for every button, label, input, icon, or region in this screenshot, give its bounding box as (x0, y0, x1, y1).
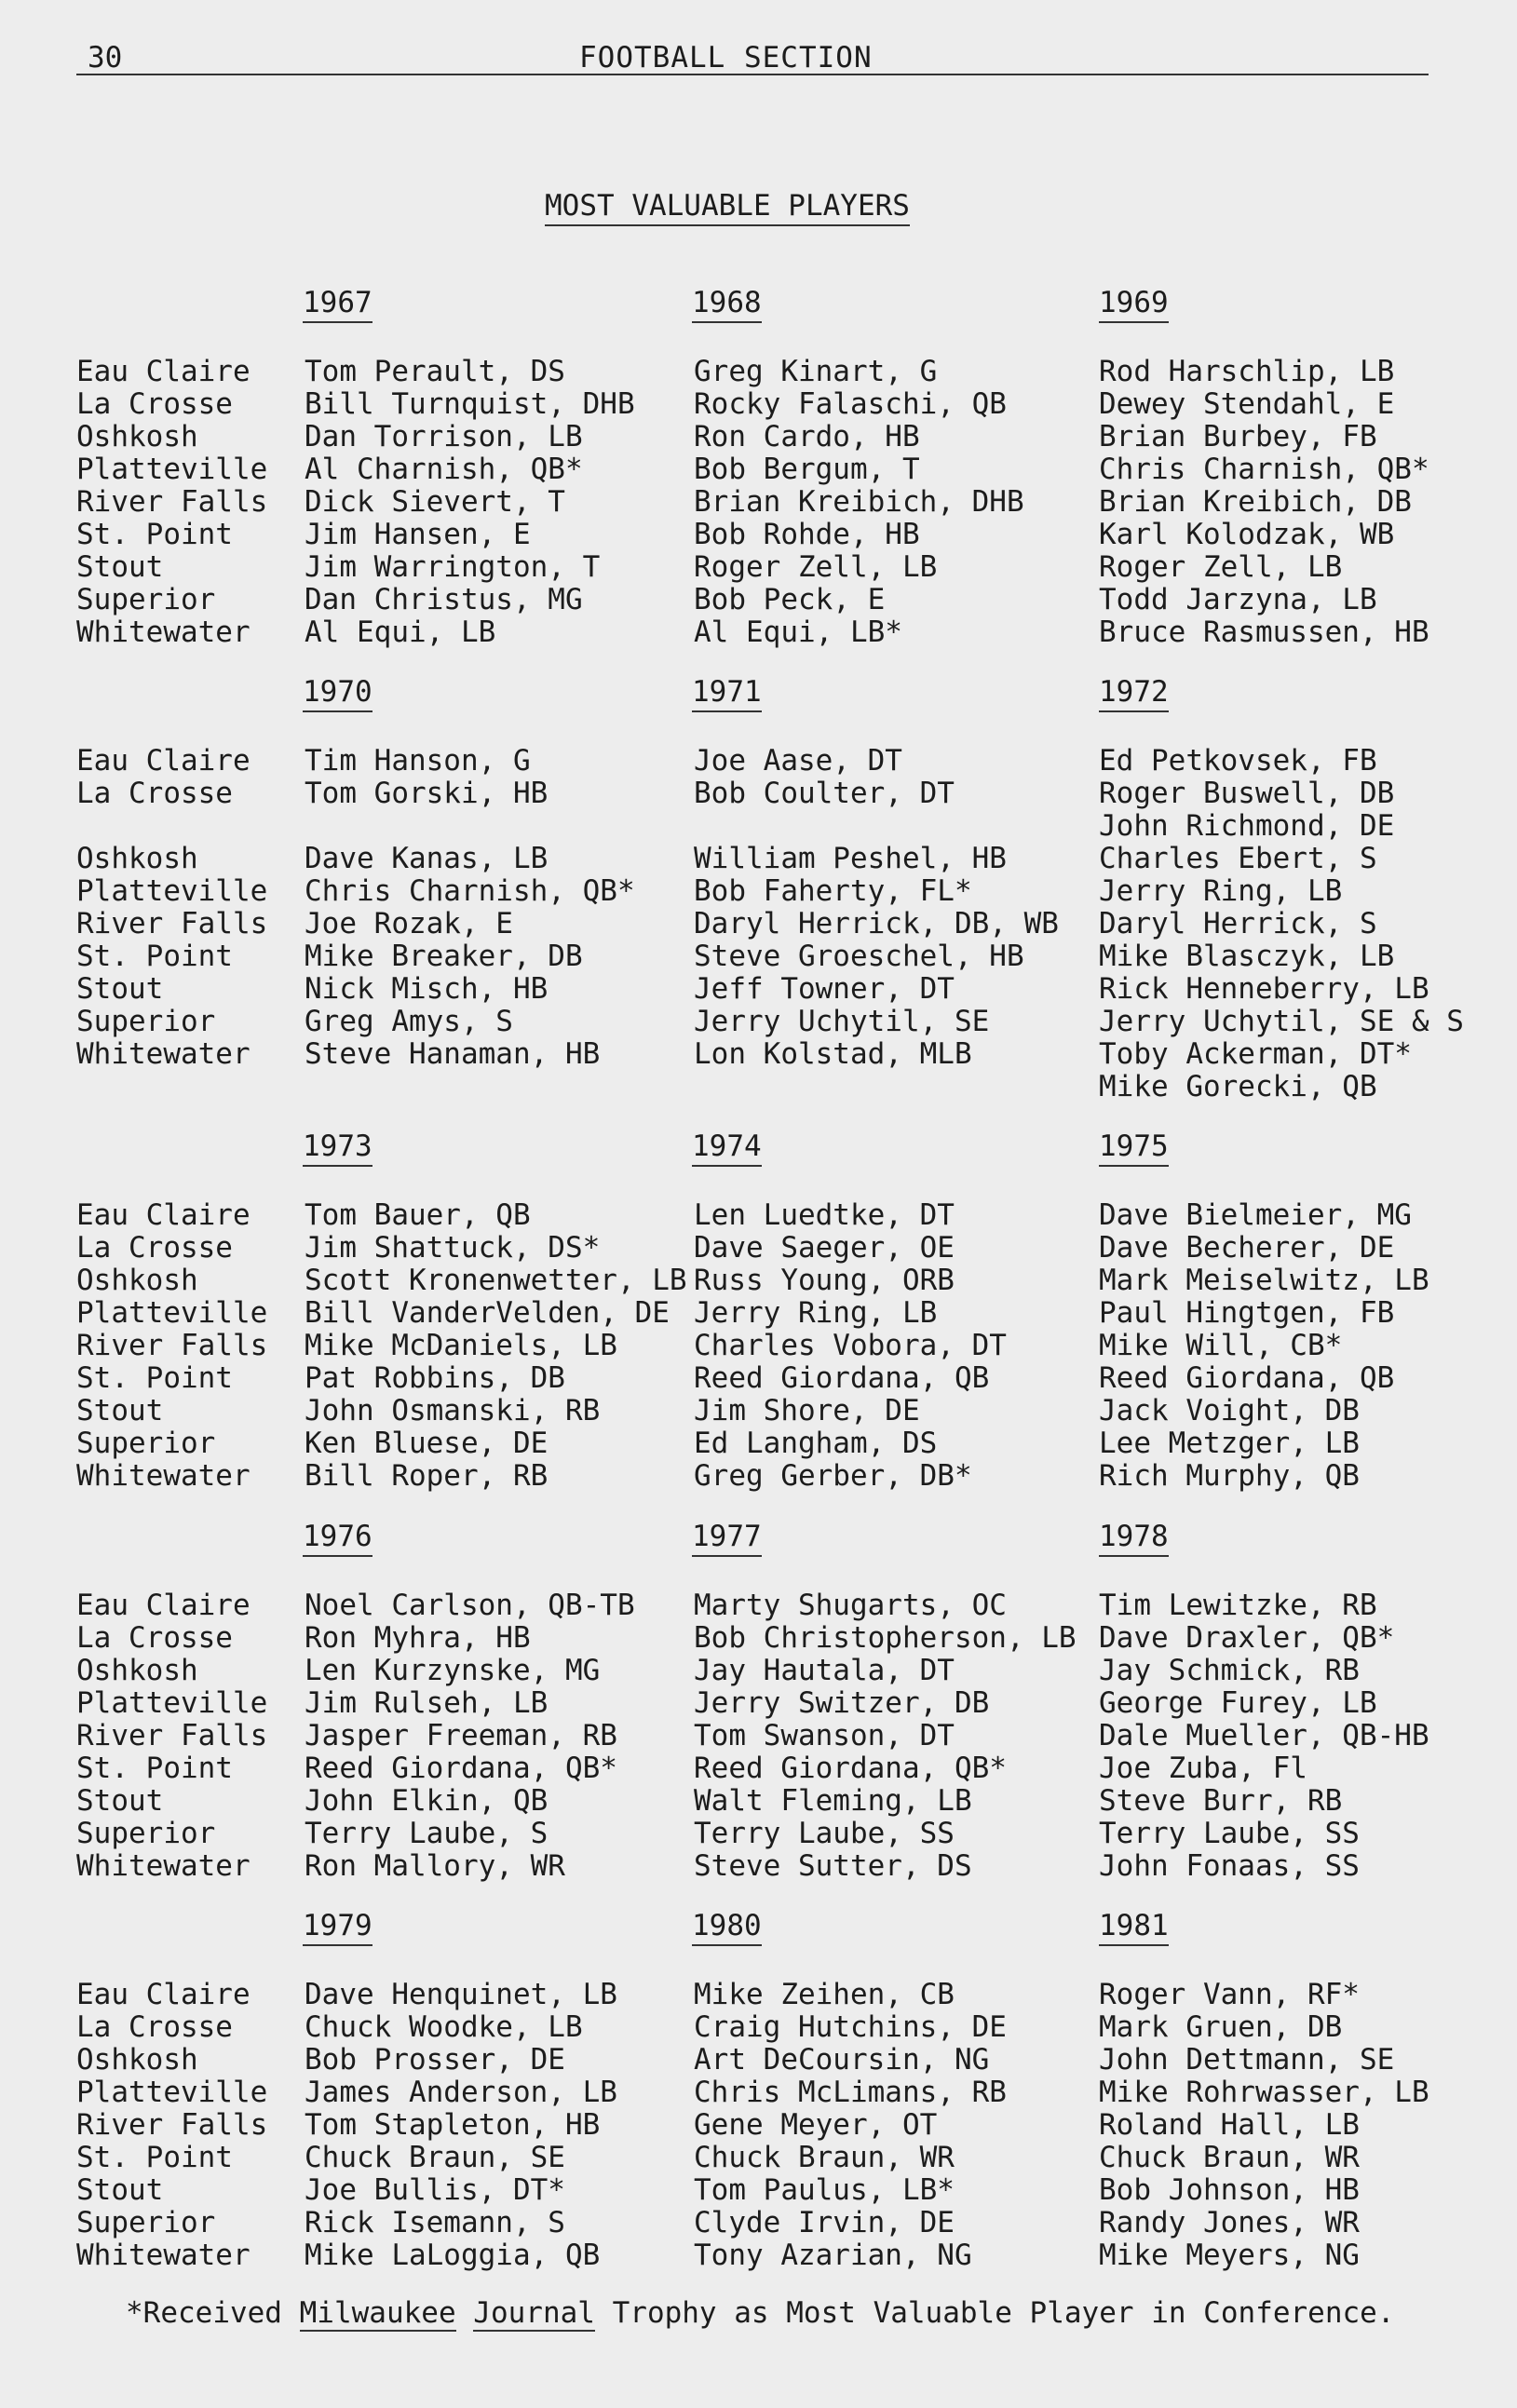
player-entry: Karl Kolodzak, WB (1099, 518, 1395, 551)
player-entry: Reed Giordana, QB* (694, 1752, 1007, 1785)
player-entry: Chris Charnish, QB* (305, 874, 635, 908)
player-entry: Terry Laube, SS (694, 1817, 955, 1850)
year-heading: 1978 (1099, 1520, 1169, 1557)
school-name: Platteville (76, 874, 268, 908)
player-entry: John Fonaas, SS (1099, 1849, 1360, 1883)
player-entry: Nick Misch, HB (305, 972, 549, 1006)
player-entry: Jerry Ring, LB (1099, 874, 1343, 908)
player-entry: Todd Jarzyna, LB (1099, 583, 1377, 616)
school-name: St. Point (76, 1752, 233, 1785)
player-entry: Lon Kolstad, MLB (694, 1037, 972, 1071)
player-entry: Chuck Woodke, LB (305, 2010, 583, 2044)
player-entry: Steve Sutter, DS (694, 1849, 972, 1883)
school-name: La Crosse (76, 2010, 233, 2044)
player-entry: Chris McLimans, RB (694, 2076, 1007, 2109)
player-entry: George Furey, LB (1099, 1686, 1377, 1720)
school-name: Superior (76, 1005, 216, 1038)
player-entry: Chuck Braun, SE (305, 2141, 565, 2174)
player-entry: John Richmond, DE (1099, 809, 1395, 843)
player-entry: John Osmanski, RB (305, 1394, 601, 1427)
player-entry: Randy Jones, WR (1099, 2206, 1360, 2239)
school-name: River Falls (76, 2108, 268, 2142)
player-entry: Paul Hingtgen, FB (1099, 1296, 1395, 1330)
year-heading: 1967 (303, 286, 372, 323)
player-entry: Jerry Switzer, DB (694, 1686, 990, 1720)
player-entry: Clyde Irvin, DE (694, 2206, 955, 2239)
player-entry: Dave Kanas, LB (305, 842, 549, 875)
player-entry: Jay Schmick, RB (1099, 1654, 1360, 1687)
player-entry: Steve Burr, RB (1099, 1784, 1343, 1818)
school-name: Superior (76, 583, 216, 616)
player-entry: Greg Kinart, G (694, 355, 938, 388)
player-entry: Bob Christopherson, LB (694, 1621, 1077, 1655)
player-entry: Bill Turnquist, DHB (305, 387, 635, 421)
school-name: Superior (76, 1427, 216, 1460)
player-entry: Russ Young, ORB (694, 1264, 955, 1297)
school-name: Stout (76, 550, 164, 584)
player-entry: Al Equi, LB (305, 616, 496, 649)
player-entry: Tim Lewitzke, RB (1099, 1589, 1377, 1622)
player-entry: Jim Shattuck, DS* (305, 1231, 601, 1265)
player-entry: Roger Zell, LB (694, 550, 938, 584)
player-entry: Rich Murphy, QB (1099, 1459, 1360, 1493)
player-entry: Dale Mueller, QB-HB (1099, 1719, 1429, 1752)
player-entry: Jim Shore, DE (694, 1394, 920, 1427)
footnote-paper-word2: Journal (473, 2296, 595, 2330)
school-name: Whitewater (76, 2239, 251, 2272)
player-entry: Steve Hanaman, HB (305, 1037, 601, 1071)
school-name: Superior (76, 2206, 216, 2239)
player-entry: Tom Bauer, QB (305, 1198, 531, 1232)
player-entry: Len Kurzynske, MG (305, 1654, 601, 1687)
player-entry: Noel Carlson, QB-TB (305, 1589, 635, 1622)
player-entry: Walt Fleming, LB (694, 1784, 972, 1818)
player-entry: Jack Voight, DB (1099, 1394, 1360, 1427)
school-name: Oshkosh (76, 420, 198, 453)
player-entry: Roger Vann, RF* (1099, 1978, 1360, 2011)
player-entry: Jay Hautala, DT (694, 1654, 955, 1687)
player-entry: Terry Laube, SS (1099, 1817, 1360, 1850)
player-entry: Steve Groeschel, HB (694, 940, 1024, 973)
player-entry: Joe Zuba, Fl (1099, 1752, 1307, 1785)
player-entry: Chuck Braun, WR (694, 2141, 955, 2174)
year-heading: 1971 (692, 675, 762, 712)
player-entry: Bob Coulter, DT (694, 777, 955, 810)
player-entry: Roger Buswell, DB (1099, 777, 1395, 810)
year-heading: 1975 (1099, 1130, 1169, 1167)
player-entry: Mike LaLoggia, QB (305, 2239, 601, 2272)
player-entry: Jeff Towner, DT (694, 972, 955, 1006)
school-name: Eau Claire (76, 1978, 251, 2011)
header-rule (76, 74, 1429, 75)
player-entry: Joe Rozak, E (305, 907, 513, 940)
school-name: Oshkosh (76, 1654, 198, 1687)
player-entry: Brian Kreibich, DHB (694, 485, 1024, 519)
school-name: Stout (76, 2173, 164, 2207)
player-entry: Mike McDaniels, LB (305, 1329, 617, 1362)
player-entry: Bob Bergum, T (694, 453, 920, 486)
year-heading: 1977 (692, 1520, 762, 1557)
player-entry: Dave Becherer, DE (1099, 1231, 1395, 1265)
player-entry: Charles Ebert, S (1099, 842, 1377, 875)
player-entry: Jerry Ring, LB (694, 1296, 938, 1330)
player-entry: Jerry Uchytil, SE (694, 1005, 990, 1038)
player-entry: Lee Metzger, LB (1099, 1427, 1360, 1460)
player-entry: Pat Robbins, DB (305, 1361, 565, 1395)
player-entry: Dan Christus, MG (305, 583, 583, 616)
school-name: Platteville (76, 453, 268, 486)
footnote-suffix: Trophy as Most Valuable Player in Conference. (594, 2296, 1395, 2330)
player-entry: Bob Prosser, DE (305, 2043, 565, 2077)
player-entry: Ron Mallory, WR (305, 1849, 565, 1883)
school-name: River Falls (76, 1329, 268, 1362)
player-entry: Daryl Herrick, S (1099, 907, 1377, 940)
player-entry: Reed Giordana, QB* (305, 1752, 617, 1785)
school-name: River Falls (76, 1719, 268, 1752)
player-entry: Art DeCoursin, NG (694, 2043, 990, 2077)
player-entry: Marty Shugarts, OC (694, 1589, 1007, 1622)
school-name: St. Point (76, 518, 233, 551)
player-entry: Rick Henneberry, LB (1099, 972, 1429, 1006)
player-entry: Scott Kronenwetter, LB (305, 1264, 687, 1297)
player-entry: Dave Draxler, QB* (1099, 1621, 1395, 1655)
player-entry: Chuck Braun, WR (1099, 2141, 1360, 2174)
player-entry: Greg Gerber, DB* (694, 1459, 972, 1493)
player-entry: John Dettmann, SE (1099, 2043, 1395, 2077)
year-heading: 1972 (1099, 675, 1169, 712)
player-entry: Mike Blasczyk, LB (1099, 940, 1395, 973)
school-name: Platteville (76, 1296, 268, 1330)
school-name: River Falls (76, 485, 268, 519)
player-entry: Tom Gorski, HB (305, 777, 549, 810)
school-name: Stout (76, 972, 164, 1006)
player-entry: Bruce Rasmussen, HB (1099, 616, 1429, 649)
player-entry: Ed Petkovsek, FB (1099, 744, 1377, 778)
player-entry: Toby Ackerman, DT* (1099, 1037, 1412, 1071)
player-entry: Mike Meyers, NG (1099, 2239, 1360, 2272)
player-entry: Dan Torrison, LB (305, 420, 583, 453)
player-entry: Mike Rohrwasser, LB (1099, 2076, 1429, 2109)
player-entry: Ken Bluese, DE (305, 1427, 549, 1460)
school-name: Eau Claire (76, 1589, 251, 1622)
player-entry: Ron Cardo, HB (694, 420, 920, 453)
player-entry: Bob Faherty, FL* (694, 874, 972, 908)
player-entry: James Anderson, LB (305, 2076, 617, 2109)
player-entry: Brian Burbey, FB (1099, 420, 1377, 453)
school-name: Superior (76, 1817, 216, 1850)
school-name: Stout (76, 1784, 164, 1818)
player-entry: Chris Charnish, QB* (1099, 453, 1429, 486)
player-entry: Tom Swanson, DT (694, 1719, 955, 1752)
school-name: Whitewater (76, 616, 251, 649)
school-name: Whitewater (76, 1849, 251, 1883)
school-name: River Falls (76, 907, 268, 940)
player-entry: Terry Laube, S (305, 1817, 549, 1850)
school-name: Eau Claire (76, 744, 251, 778)
player-entry: Rod Harschlip, LB (1099, 355, 1395, 388)
player-entry: Daryl Herrick, DB, WB (694, 907, 1059, 940)
player-entry: Tom Perault, DS (305, 355, 565, 388)
school-name: Stout (76, 1394, 164, 1427)
school-name: Oshkosh (76, 1264, 198, 1297)
player-entry: Reed Giordana, QB (694, 1361, 990, 1395)
player-entry: Al Charnish, QB* (305, 453, 583, 486)
school-name: La Crosse (76, 387, 233, 421)
player-entry: Greg Amys, S (305, 1005, 513, 1038)
player-entry: Dave Saeger, OE (694, 1231, 955, 1265)
school-name: Eau Claire (76, 1198, 251, 1232)
player-entry: Jasper Freeman, RB (305, 1719, 617, 1752)
year-heading: 1973 (303, 1130, 372, 1167)
player-entry: Bill Roper, RB (305, 1459, 549, 1493)
player-entry: Len Luedtke, DT (694, 1198, 955, 1232)
player-entry: Charles Vobora, DT (694, 1329, 1007, 1362)
year-heading: 1981 (1099, 1909, 1169, 1946)
year-heading: 1979 (303, 1909, 372, 1946)
year-heading: 1974 (692, 1130, 762, 1167)
player-entry: Tim Hanson, G (305, 744, 531, 778)
footnote-paper-word1: Milwaukee (299, 2296, 456, 2330)
player-entry: Joe Aase, DT (694, 744, 902, 778)
footnote-prefix: *Received (126, 2296, 300, 2330)
year-heading: 1976 (303, 1520, 372, 1557)
player-entry: Tom Paulus, LB* (694, 2173, 955, 2207)
year-heading: 1970 (303, 675, 372, 712)
player-entry: Dick Sievert, T (305, 485, 565, 519)
page-title: MOST VALUABLE PLAYERS (545, 189, 910, 226)
year-heading: 1969 (1099, 286, 1169, 323)
school-name: Oshkosh (76, 2043, 198, 2077)
player-entry: Dave Bielmeier, MG (1099, 1198, 1412, 1232)
player-entry: John Elkin, QB (305, 1784, 549, 1818)
player-entry: Mark Gruen, DB (1099, 2010, 1343, 2044)
school-name: Whitewater (76, 1037, 251, 1071)
player-entry: Mike Will, CB* (1099, 1329, 1343, 1362)
school-name: St. Point (76, 1361, 233, 1395)
year-heading: 1980 (692, 1909, 762, 1946)
player-entry: Joe Bullis, DT* (305, 2173, 565, 2207)
player-entry: Tony Azarian, NG (694, 2239, 972, 2272)
player-entry: Jim Warrington, T (305, 550, 601, 584)
page-number: 30 (88, 41, 123, 74)
school-name: La Crosse (76, 1231, 233, 1265)
school-name: Platteville (76, 1686, 268, 1720)
footnote (126, 2296, 1394, 2330)
player-entry: Mark Meiselwitz, LB (1099, 1264, 1429, 1297)
school-name: La Crosse (76, 1621, 233, 1655)
player-entry: Dewey Stendahl, E (1099, 387, 1395, 421)
player-entry: Bob Johnson, HB (1099, 2173, 1360, 2207)
player-entry: Ron Myhra, HB (305, 1621, 531, 1655)
player-entry: Gene Meyer, OT (694, 2108, 938, 2142)
school-name: Oshkosh (76, 842, 198, 875)
player-entry: Bob Rohde, HB (694, 518, 920, 551)
school-name: La Crosse (76, 777, 233, 810)
player-entry: Rocky Falaschi, QB (694, 387, 1007, 421)
year-heading: 1968 (692, 286, 762, 323)
player-entry: Roland Hall, LB (1099, 2108, 1360, 2142)
player-entry: Dave Henquinet, LB (305, 1978, 617, 2011)
section-header: FOOTBALL SECTION (579, 41, 873, 74)
player-entry: Ed Langham, DS (694, 1427, 938, 1460)
player-entry: Mike Gorecki, QB (1099, 1070, 1377, 1103)
school-name: St. Point (76, 940, 233, 973)
player-entry: Jim Rulseh, LB (305, 1686, 549, 1720)
player-entry: Al Equi, LB* (694, 616, 902, 649)
player-entry: Mike Breaker, DB (305, 940, 583, 973)
school-name: Platteville (76, 2076, 268, 2109)
player-entry: Jerry Uchytil, SE & S (1099, 1005, 1464, 1038)
school-name: Whitewater (76, 1459, 251, 1493)
player-entry: Reed Giordana, QB (1099, 1361, 1395, 1395)
school-name: St. Point (76, 2141, 233, 2174)
player-entry: Mike Zeihen, CB (694, 1978, 955, 2011)
player-entry: Craig Hutchins, DE (694, 2010, 1007, 2044)
player-entry: William Peshel, HB (694, 842, 1007, 875)
player-entry: Rick Isemann, S (305, 2206, 565, 2239)
player-entry: Tom Stapleton, HB (305, 2108, 601, 2142)
player-entry: Roger Zell, LB (1099, 550, 1343, 584)
player-entry: Bill VanderVelden, DE (305, 1296, 670, 1330)
school-name: Eau Claire (76, 355, 251, 388)
player-entry: Brian Kreibich, DB (1099, 485, 1412, 519)
player-entry: Bob Peck, E (694, 583, 886, 616)
player-entry: Jim Hansen, E (305, 518, 531, 551)
